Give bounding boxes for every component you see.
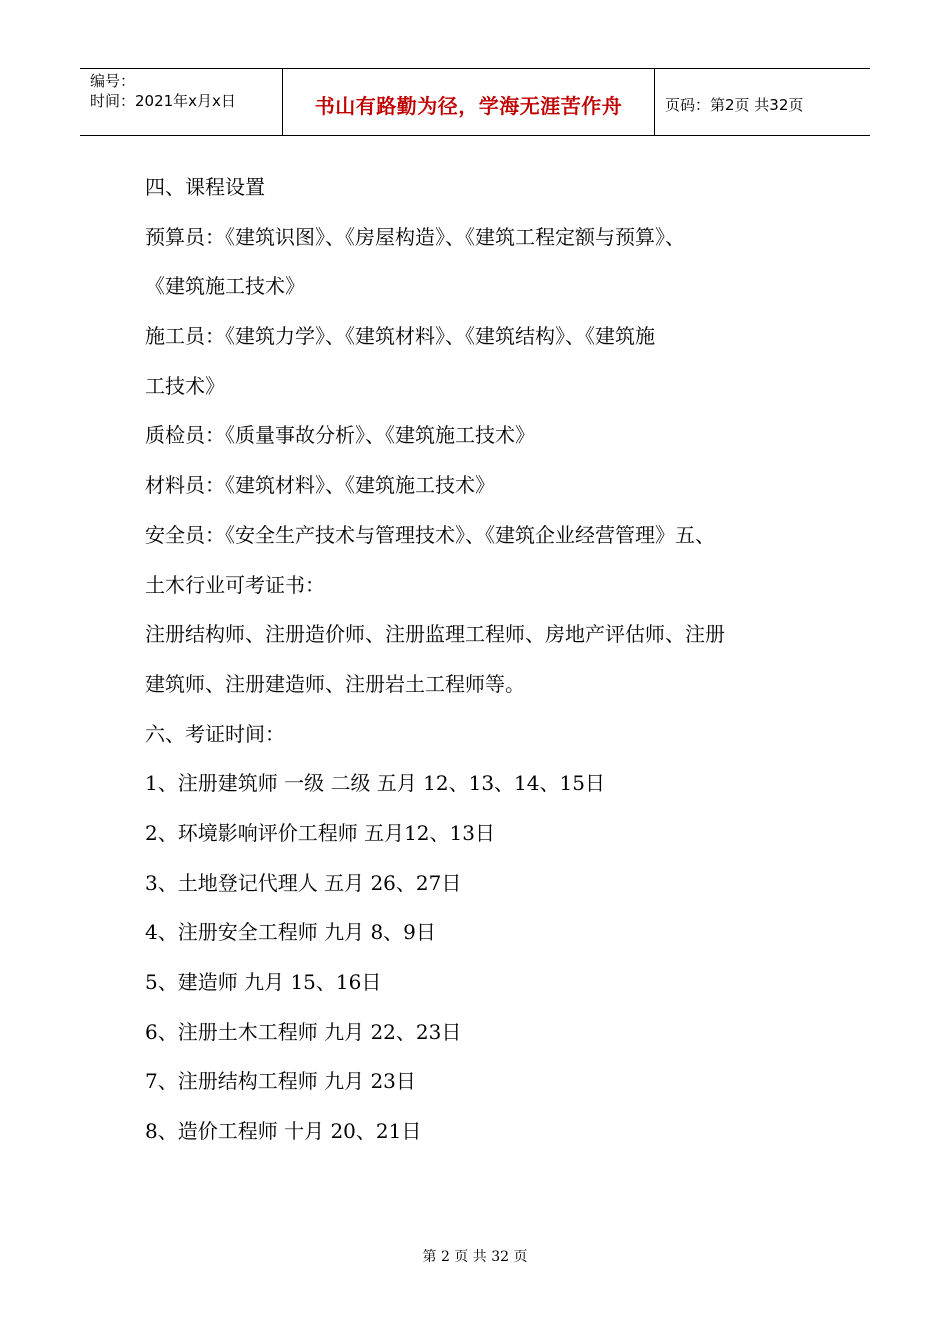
list-item: 8、造价工程师 十月 20、21日 (145, 1119, 422, 1144)
header-page-info: 页码：第2页 共32页 (665, 95, 804, 114)
list-item: 4、注册安全工程师 九月 8、9日 (145, 920, 436, 945)
text-line: 预算员：《建筑识图》、《房屋构造》、《建筑工程定额与预算》、 (145, 224, 685, 249)
list-item: 6、注册土木工程师 九月 22、23日 (145, 1019, 462, 1044)
document-time-label: 时间：2021年x月x日 (90, 92, 236, 110)
text-line: 安全员：《安全生产技术与管理技术》、《建筑企业经营管理》五、 (145, 522, 715, 547)
list-item: 5、建造师 九月 15、16日 (145, 970, 382, 994)
text-line: 建筑师、注册建造师、注册岩土工程师等。 (145, 671, 525, 696)
text-line: 质检员：《质量事故分析》、《建筑施工技术》 (145, 423, 535, 448)
page-footer: 第 2 页 共 32 页 (422, 1249, 528, 1265)
text-line: 施工员：《建筑力学》、《建筑材料》、《建筑结构》、《建筑施 (145, 324, 655, 349)
list-item: 7、注册结构工程师 九月 23日 (145, 1069, 416, 1094)
text-line: 材料员：《建筑材料》、《建筑施工技术》 (145, 473, 495, 498)
text-line: 土木行业可考证书： (145, 572, 325, 597)
page-header (80, 68, 870, 136)
list-item: 2、环境影响评价工程师 五月12、13日 (145, 820, 495, 845)
section-heading-exam-time: 六、考证时间： (145, 721, 285, 746)
document-number-label: 编号： (90, 72, 136, 90)
header-motto: 书山有路勤为径，学海无涯苦作舟 (314, 93, 623, 118)
header-page-cell (655, 69, 870, 135)
section-heading-courses: 四、课程设置 (145, 175, 265, 199)
text-line: 注册结构师、注册造价师、注册监理工程师、房地产评估师、注册 (145, 622, 725, 647)
list-item: 3、土地登记代理人 五月 26、27日 (145, 870, 462, 895)
text-line: 工技术》 (145, 373, 225, 398)
list-item: 1、注册建筑师 一级 二级 五月 12、13、14、15日 (145, 771, 605, 796)
header-motto-cell (283, 69, 655, 135)
header-meta-cell (80, 69, 283, 135)
text-line: 《建筑施工技术》 (145, 274, 305, 299)
document-body (145, 163, 825, 1157)
